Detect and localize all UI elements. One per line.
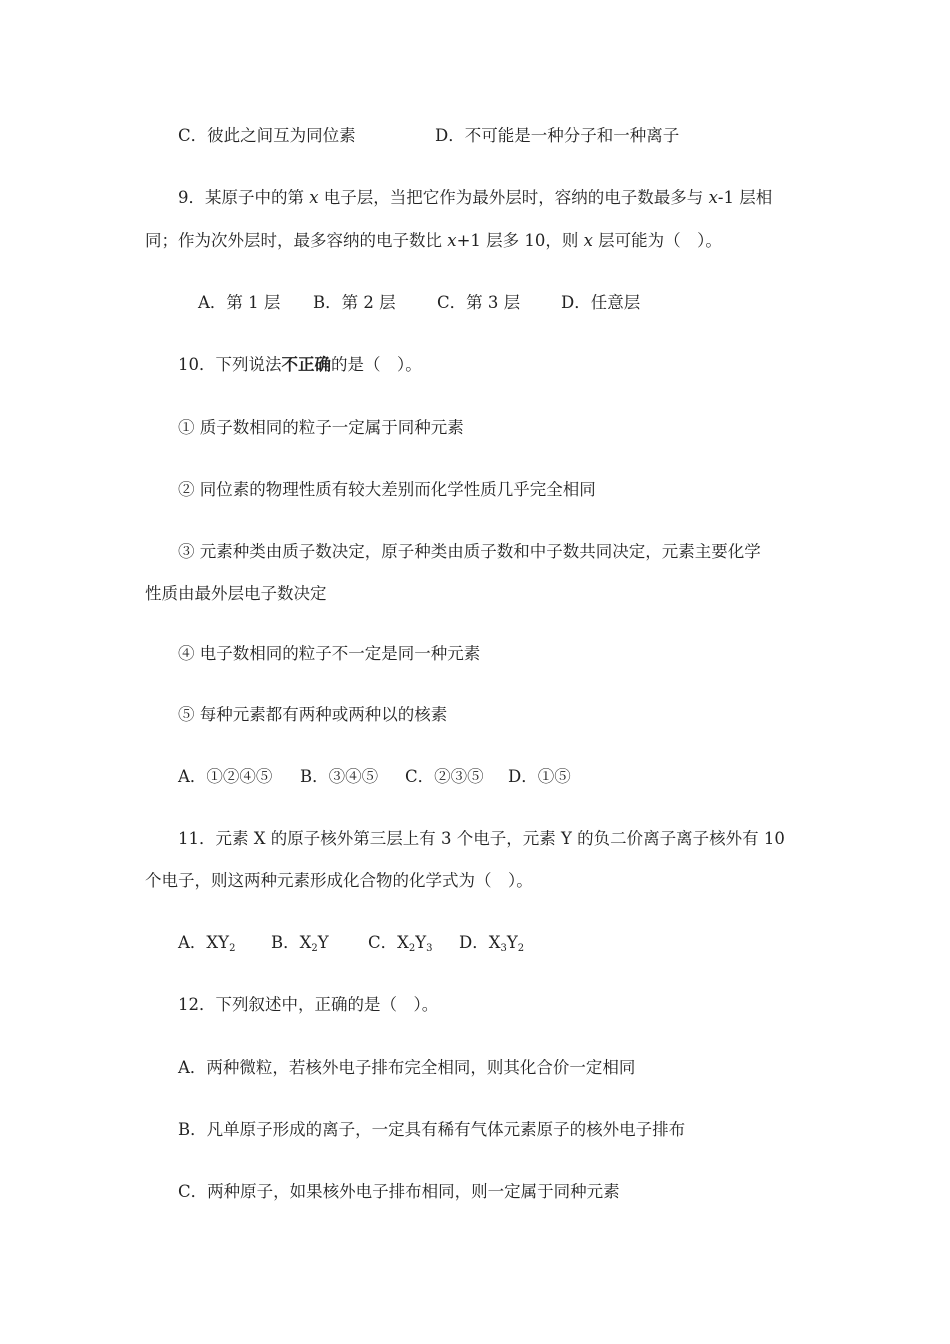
formula-subscript: 3 [500, 943, 507, 954]
q9-option-a: A．第 1 层 [198, 293, 281, 312]
formula-subscript: 2 [229, 943, 236, 954]
q9-text: 层可能为（ ）。 [592, 231, 722, 250]
formula-text: B．X [271, 933, 312, 952]
formula-subscript: 3 [426, 943, 433, 954]
q11-option-a [178, 931, 235, 955]
q10-option-c: C．②③⑤ [405, 767, 484, 786]
q11-option-c [368, 931, 433, 955]
q9-option-b: B．第 2 层 [313, 293, 396, 312]
formula-text: Y [415, 933, 427, 952]
q10-item-5: ⑤ 每种元素都有两种或两种以的核素 [178, 705, 448, 724]
q9-option-d: D．任意层 [561, 293, 641, 312]
q8-options-row [178, 124, 680, 148]
q12-option-a: A．两种微粒，若核外电子排布完全相同，则其化合价一定相同 [178, 1058, 636, 1077]
q10-item-3-line2: 性质由最外层电子数决定 [145, 584, 327, 603]
q10-option-b: B．③④⑤ [300, 767, 379, 786]
q10-option-a: A．①②④⑤ [178, 767, 273, 786]
q9-text: 同；作为次外层时，最多容纳的电子数比 [145, 231, 448, 250]
q10-stem [178, 353, 422, 377]
q9-variable-x: x [583, 231, 593, 250]
formula-text: Y [506, 933, 518, 952]
formula-text: C．X [368, 933, 409, 952]
formula-subscript: 2 [408, 943, 416, 954]
q11-stem-line2: 个电子，则这两种元素形成化合物的化学式为（ ）。 [145, 871, 533, 890]
q9-variable-x: x [447, 231, 457, 250]
q9-variable-x: x [708, 188, 718, 207]
q9-text: 电子层，当把它作为最外层时，容纳的电子数最多与 [318, 188, 709, 207]
q9-option-c: C．第 3 层 [437, 293, 521, 312]
q10-text: 的是（ ）。 [331, 355, 422, 374]
q9-variable-x: x [309, 188, 319, 207]
q9-text: +1 层多 10，则 [456, 231, 584, 250]
formula-text: A．XY [178, 933, 230, 952]
q9-text: -1 层相 [717, 188, 773, 207]
q11-option-d [459, 931, 524, 955]
q10-emphasis: 不正确 [281, 355, 331, 374]
formula-subscript: 2 [311, 943, 318, 954]
q9-text: 9．某原子中的第 [178, 188, 310, 207]
q9-stem-line2 [145, 229, 722, 253]
q11-stem-line1: 11．元素 X 的原子核外第三层上有 3 个电子，元素 Y 的负二价离子离子核外有 10 [178, 829, 785, 848]
formula-text: Y [317, 933, 329, 952]
q11-option-b [271, 931, 329, 955]
q10-option-d: D．①⑤ [508, 767, 571, 786]
q12-option-b: B．凡单原子形成的离子，一定具有稀有气体元素原子的核外电子排布 [178, 1120, 686, 1139]
q10-item-3-line1: ③ 元素种类由质子数决定，原子种类由质子数和中子数共同决定，元素主要化学 [178, 542, 761, 561]
q8-option-c: C．彼此之间互为同位素 [178, 126, 356, 145]
q10-item-4: ④ 电子数相同的粒子不一定是同一种元素 [178, 644, 481, 663]
q12-stem: 12．下列叙述中，正确的是（ ）。 [178, 995, 439, 1014]
formula-text: D．X [459, 933, 501, 952]
q8-option-d: D．不可能是一种分子和一种离子 [435, 126, 680, 145]
q12-option-c: C．两种原子，如果核外电子排布相同，则一定属于同种元素 [178, 1182, 620, 1201]
q10-item-1: ① 质子数相同的粒子一定属于同种元素 [178, 418, 464, 437]
formula-subscript: 2 [517, 943, 525, 954]
q9-stem-line1 [178, 186, 772, 210]
q10-item-2: ② 同位素的物理性质有较大差别而化学性质几乎完全相同 [178, 480, 596, 499]
q10-text: 10．下列说法 [178, 355, 282, 374]
